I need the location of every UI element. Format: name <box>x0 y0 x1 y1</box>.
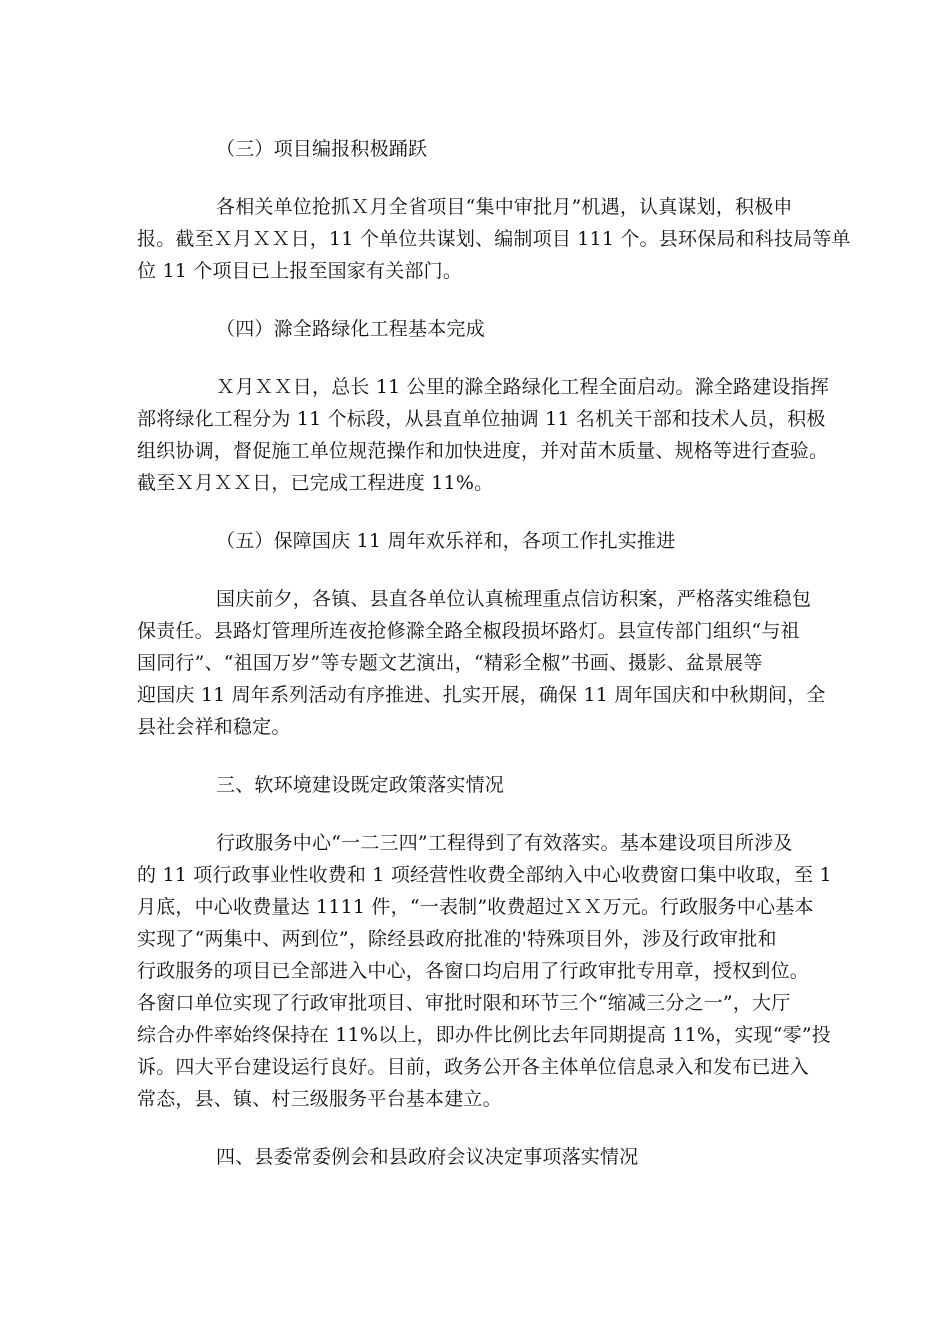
paragraph-line: 常态，县、镇、村三级服务平台基本建立。 <box>137 1088 502 1110</box>
paragraph-spacer <box>137 287 827 313</box>
paragraph-line: 国同行”、“祖国万岁”等专题文艺演出，“精彩全椒”书画、摄影、盆景展等 <box>137 652 763 674</box>
section-heading: （四）滁全路绿化工程基本完成 <box>216 318 485 340</box>
paragraph-line: 的 11 项行政事业性收费和 1 项经营性收费全部纳入中心收费窗口集中收取，至 1 <box>137 864 832 886</box>
paragraph-line: 行政服务的项目已全部进入中心，各窗口均启用了行政审批专用章，授权到位。 <box>137 960 810 982</box>
paragraph-line: 保责任。县路灯管理所连夜抢修滁全路全椒段损坏路灯。县宣传部门组织“与祖 <box>137 620 800 642</box>
paragraph-line: 行政服务中心“一二三四”工程得到了有效落实。基本建设项目所涉及 <box>216 832 793 854</box>
paragraph-spacer <box>137 1115 827 1141</box>
paragraph-line: 迎国庆 11 周年系列活动有序推进、扎实开展，确保 11 周年国庆和中秋期间，全 <box>137 684 826 706</box>
paragraph-line: 部将绿化工程分为 11 个标段，从县直单位抽调 11 名机关干部和技术人员，积极 <box>137 408 826 430</box>
paragraph-spacer <box>137 499 827 525</box>
paragraph-spacer <box>137 557 827 583</box>
paragraph <box>137 191 851 287</box>
paragraph-line: Ｘ月ＸＸ日，总长 11 公里的滁全路绿化工程全面启动。滁全路建设指挥 <box>216 376 830 398</box>
section-heading: 四、县委常委例会和县政府会议决定事项落实情况 <box>216 1146 639 1168</box>
paragraph-spacer <box>137 743 827 769</box>
paragraph <box>137 827 832 1115</box>
section-heading: （三）项目编报积极踊跃 <box>216 138 428 160</box>
paragraph <box>137 371 830 499</box>
paragraph-spacer <box>137 801 827 827</box>
paragraph-line: 报。截至Ｘ月ＸＸ日，11 个单位共谋划、编制项目 111 个。县环保局和科技局等单 <box>137 228 851 250</box>
paragraph-line: 月底，中心收费量达 1111 件，“一表制”收费超过ＸＸ万元。行政服务中心基本 <box>137 896 814 918</box>
paragraph <box>137 583 827 743</box>
paragraph-line: 诉。四大平台建设运行良好。目前，政务公开各主体单位信息录入和发布已进入 <box>137 1056 810 1078</box>
paragraph-line: 各相关单位抢抓Ｘ月全省项目“集中审批月”机遇，认真谋划，积极申 <box>216 196 793 218</box>
paragraph-line: 综合办件率始终保持在 11%以上，即办件比例比去年同期提高 11%，实现“零”投 <box>137 1024 831 1046</box>
section-heading: （五）保障国庆 11 周年欢乐祥和，各项工作扎实推进 <box>216 530 676 552</box>
paragraph-line: 实现了“两集中、两到位”，除经县政府批准的'特殊项目外，涉及行政审批和 <box>137 928 777 950</box>
document-body <box>137 133 851 1173</box>
paragraph-line: 位 11 个项目已上报至国家有关部门。 <box>137 260 463 282</box>
paragraph-line: 组织协调，督促施工单位规范操作和加快进度，并对苗木质量、规格等进行查验。 <box>137 440 829 462</box>
section-heading: 三、软环境建设既定政策落实情况 <box>216 774 505 796</box>
paragraph-line: 县社会祥和稳定。 <box>137 716 291 738</box>
paragraph-spacer <box>137 165 827 191</box>
paragraph-spacer <box>137 345 827 371</box>
paragraph-line: 国庆前夕，各镇、县直各单位认真梳理重点信访积案，严格落实维稳包 <box>216 588 812 610</box>
paragraph-line: 各窗口单位实现了行政审批项目、审批时限和环节三个“缩减三分之一”，大厅 <box>137 992 791 1014</box>
paragraph-line: 截至Ｘ月ＸＸ日，已完成工程进度 11%。 <box>137 472 494 494</box>
